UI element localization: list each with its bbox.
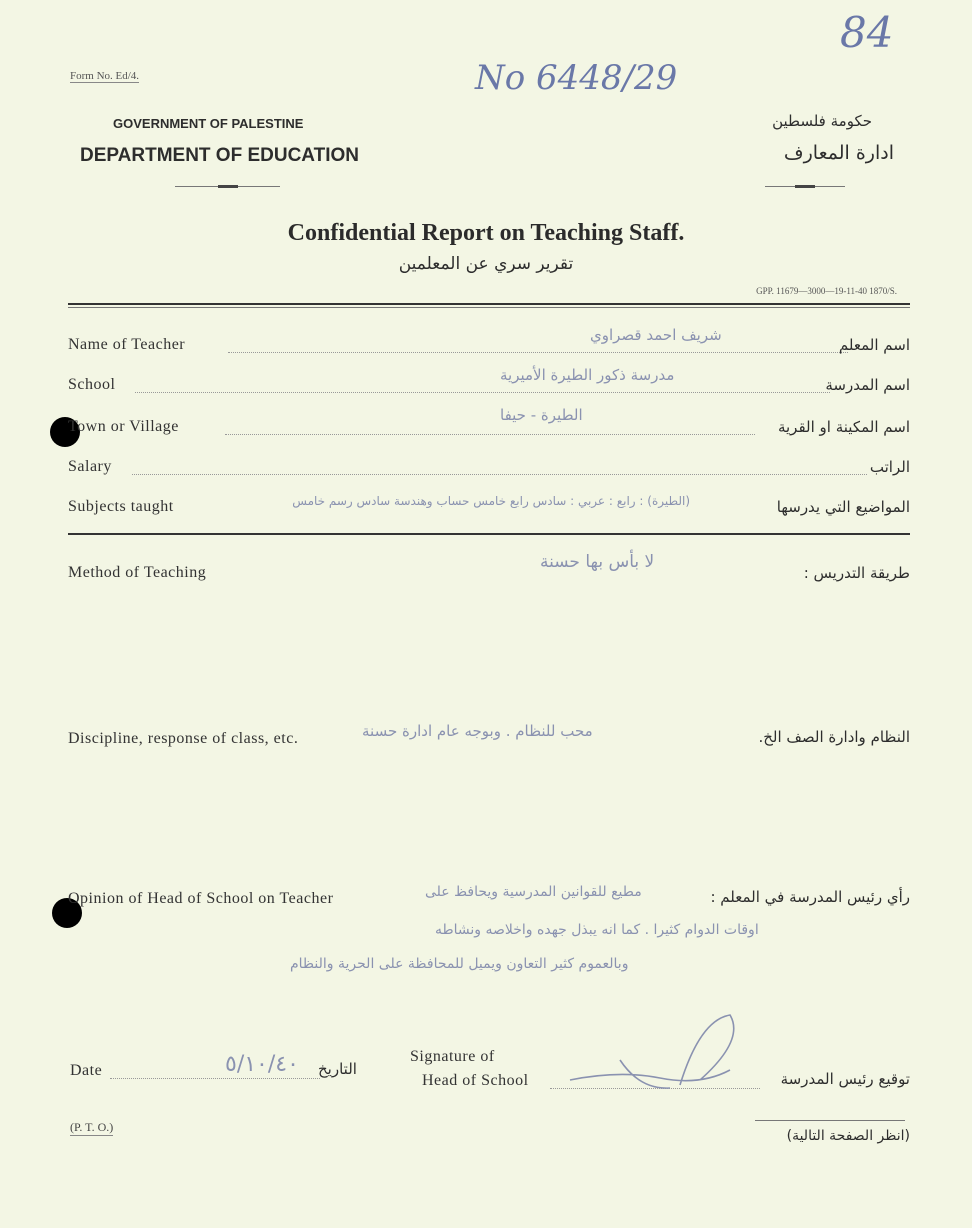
field-value-school: مدرسة ذكور الطيرة الأميرية <box>500 366 675 384</box>
department-en: DEPARTMENT OF EDUCATION <box>80 145 360 166</box>
date-line <box>110 1078 320 1079</box>
discipline-label: Discipline, response of class, etc. <box>68 730 299 747</box>
field-line-salary <box>132 474 867 475</box>
field-line-name <box>228 352 848 353</box>
field-value-subjects: (الطيرة) : رابع : عربي : سادس رابع خامس حساب وهندسة سادس رسم خامس <box>292 494 690 508</box>
report-title: Confidential Report on Teaching Staff. <box>287 220 685 246</box>
method-label-ar: طريقة التدريس : <box>803 564 910 582</box>
field-line-town <box>225 434 755 435</box>
field-label-salary: Salary <box>68 458 112 475</box>
pto-label-ar: (انظر الصفحة التالية) <box>786 1128 910 1144</box>
field-value-name: شريف احمد قصراوي <box>590 326 722 344</box>
date-value: ٥/١٠/٤٠ <box>225 1052 299 1077</box>
opinion-line-2: اوقات الدوام كثيرا . كما انه يبذل جهده واخلاصه ونشاطه <box>435 922 759 938</box>
signature-scribble <box>560 1000 750 1110</box>
field-label-subjects-ar: المواضيع التي يدرسها <box>776 498 910 516</box>
discipline-label-ar: النظام وادارة الصف الخ. <box>758 728 910 746</box>
field-label-name: Name of Teacher <box>68 336 186 353</box>
field-label-town: Town or Village <box>68 418 179 435</box>
date-label: Date <box>70 1062 103 1079</box>
pto-ar-rule <box>755 1120 905 1121</box>
government-ar: حكومة فلسطين <box>772 112 872 130</box>
opinion-line-3: وبالعموم كثير التعاون ويميل للمحافظة على الحرية والنظام <box>290 956 629 972</box>
department-ar: ادارة المعارف <box>783 142 894 164</box>
opinion-line-1: مطيع للقوانين المدرسية ويحافظ على <box>425 884 642 900</box>
header-dash-right <box>795 185 815 188</box>
signature-label-ar: توقيع رئيس المدرسة <box>780 1070 910 1088</box>
field-value-town: الطيرة - حيفا <box>500 406 583 424</box>
title-rule-thin <box>68 307 910 308</box>
field-label-school-ar: اسم المدرسة <box>825 376 910 394</box>
reference-number: No 6448/29 <box>475 58 678 98</box>
signature-label-1: Signature of <box>410 1048 495 1065</box>
report-title-ar: تقرير سري عن المعلمين <box>398 254 574 274</box>
date-label-ar: التاريخ <box>318 1060 357 1078</box>
method-label: Method of Teaching <box>68 564 207 581</box>
gpp-code: GPP. 11679—3000—19-11-40 1870/S. <box>756 286 897 296</box>
field-label-school: School <box>68 376 116 393</box>
field-line-school <box>135 392 830 393</box>
form-number: Form No. Ed/4. <box>70 70 140 82</box>
pto-label: (P. T. O.) <box>70 1120 114 1134</box>
signature-label-2: Head of School <box>422 1072 529 1089</box>
header-dash-left <box>218 185 238 188</box>
page-number: 84 <box>840 8 894 57</box>
discipline-value: محب للنظام . وبوجه عام ادارة حسنة <box>362 722 593 740</box>
method-value: لا بأس بها حسنة <box>540 552 655 572</box>
field-label-salary-ar: الراتب <box>869 458 910 476</box>
opinion-label-ar: رأي رئيس المدرسة في المعلم : <box>710 888 910 906</box>
opinion-label: Opinion of Head of School on Teacher <box>68 890 334 907</box>
government-en: GOVERNMENT OF PALESTINE <box>113 116 304 131</box>
title-rule <box>68 303 910 305</box>
field-label-subjects: Subjects taught <box>68 498 174 515</box>
field-label-name-ar: اسم المعلم <box>838 336 910 354</box>
field-label-town-ar: اسم المكينة او القرية <box>777 418 910 436</box>
fields-rule <box>68 533 910 535</box>
